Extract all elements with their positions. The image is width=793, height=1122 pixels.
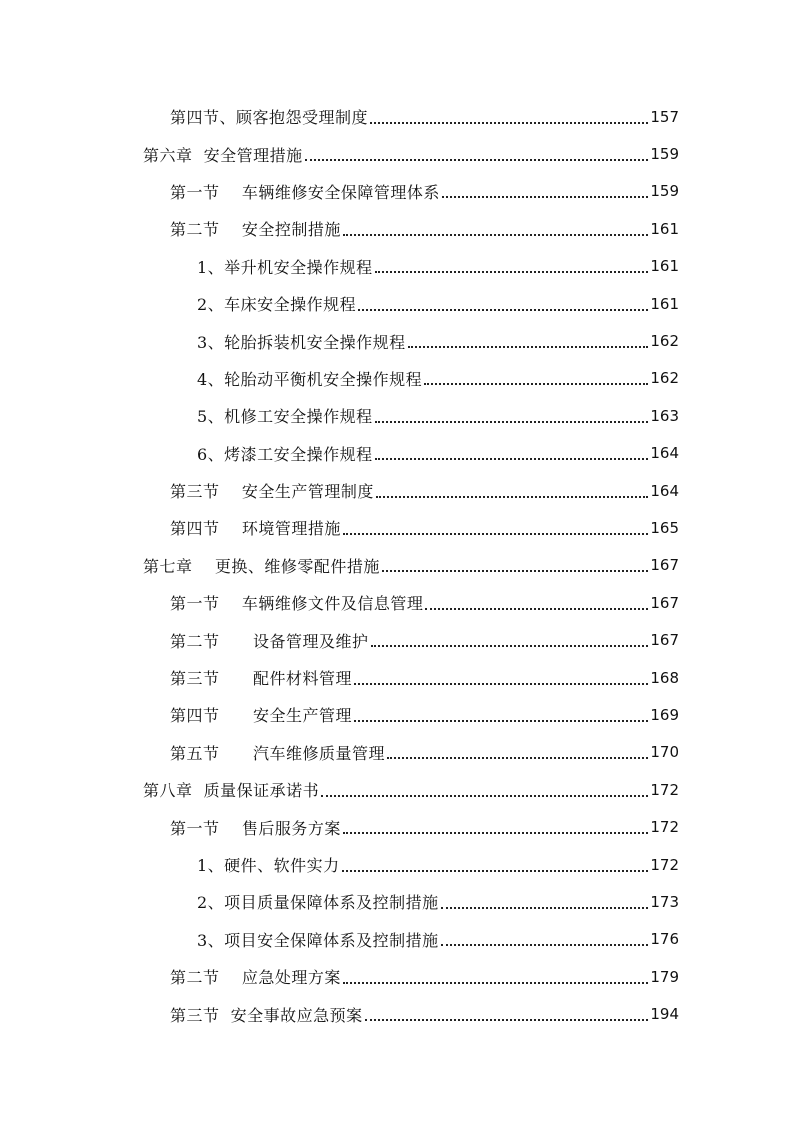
toc-entry-title: 5、机修工安全操作规程 [197,407,373,427]
toc-entry-page-number: 176 [650,930,679,949]
toc-entry[interactable] [197,846,679,883]
toc-entry-title: 第八章 质量保证承诺书 [143,781,320,801]
table-of-contents [0,98,793,1033]
toc-entry-title: 第一节 售后服务方案 [170,818,341,838]
dot-leader [343,517,649,535]
toc-entry-page-number: 172 [650,780,679,799]
toc-entry[interactable] [143,547,679,584]
toc-entry[interactable] [170,958,679,995]
toc-entry[interactable] [170,98,679,135]
toc-entry-title: 第三节 安全事故应急预案 [170,1005,363,1025]
dot-leader [354,704,648,722]
toc-entry[interactable] [197,248,679,285]
toc-entry[interactable] [170,584,679,621]
toc-entry-title: 第五节 汽车维修质量管理 [170,743,386,763]
toc-entry[interactable] [197,921,679,958]
toc-entry-title: 4、轮胎动平衡机安全操作规程 [197,369,423,389]
dot-leader [343,816,649,834]
toc-entry-title: 1、硬件、软件实力 [197,856,340,875]
toc-entry-page-number: 162 [650,369,679,388]
dot-leader [387,741,648,759]
dot-leader [424,367,648,385]
toc-entry-page-number: 161 [650,219,679,238]
toc-entry[interactable] [170,696,679,733]
dot-leader [375,255,649,273]
toc-entry-title: 第七章 更换、维修零配件措施 [143,556,380,576]
toc-entry[interactable] [170,808,679,845]
toc-entry-title: 第三节 配件材料管理 [170,669,353,689]
toc-entry-title: 3、项目安全保障体系及控制措施 [197,930,439,950]
toc-entry[interactable] [170,509,679,546]
toc-entry-title: 第六章 安全管理措施 [143,145,303,165]
toc-entry-page-number: 167 [650,593,679,612]
toc-entry[interactable] [197,883,679,920]
toc-entry-page-number: 167 [650,631,679,650]
toc-entry-title: 第二节 应急处理方案 [170,968,341,988]
toc-entry-title: 第二节 设备管理及维护 [170,631,369,651]
toc-entry-page-number: 169 [650,705,679,724]
toc-entry[interactable] [197,397,679,434]
toc-entry-title: 1、举升机安全操作规程 [197,257,373,277]
toc-entry-page-number: 164 [650,481,679,500]
toc-entry[interactable] [197,360,679,397]
toc-entry[interactable] [170,734,679,771]
toc-entry-page-number: 172 [650,818,679,837]
dot-leader [441,928,649,946]
toc-entry-title: 第四节 安全生产管理 [170,706,353,726]
toc-entry[interactable] [170,173,679,210]
dot-leader [375,405,649,423]
toc-entry-page-number: 164 [650,444,679,463]
toc-entry-page-number: 165 [650,518,679,537]
toc-entry-page-number: 161 [650,257,679,276]
toc-entry[interactable] [143,771,679,808]
dot-leader [408,330,649,348]
dot-leader [343,966,649,984]
toc-entry-title: 第一节 车辆维修文件及信息管理 [170,594,424,614]
dot-leader [425,592,648,610]
toc-entry[interactable] [170,621,679,658]
toc-entry-page-number: 163 [650,406,679,425]
toc-entry[interactable] [197,435,679,472]
dot-leader [375,442,649,460]
toc-entry-title: 第二节 安全控制措施 [170,220,341,240]
toc-entry[interactable] [197,285,679,322]
toc-entry-page-number: 179 [650,967,679,986]
toc-entry-title: 2、车床安全操作规程 [197,295,357,315]
toc-entry-page-number: 162 [650,332,679,351]
toc-entry-page-number: 161 [650,294,679,313]
toc-entry-title: 2、项目质量保障体系及控制措施 [197,893,439,913]
toc-entry-title: 第四节、顾客抱怨受理制度 [170,108,369,128]
toc-entry-title: 第四节 环境管理措施 [170,519,341,539]
toc-entry-page-number: 167 [650,556,679,575]
dot-leader [354,667,648,685]
toc-entry[interactable] [143,135,679,172]
dot-leader [358,293,648,311]
dot-leader [376,480,649,498]
dot-leader [365,1003,649,1021]
toc-entry-page-number: 159 [650,145,679,164]
toc-entry-title: 6、烤漆工安全操作规程 [197,444,373,464]
toc-entry-page-number: 159 [650,182,679,201]
dot-leader [342,854,649,872]
dot-leader [305,143,649,161]
dot-leader [441,891,649,909]
toc-entry[interactable] [170,472,679,509]
dot-leader [442,180,649,198]
toc-entry[interactable] [170,659,679,696]
toc-entry[interactable] [170,995,679,1032]
toc-entry-title: 3、轮胎拆装机安全操作规程 [197,332,406,352]
dot-leader [321,779,648,797]
toc-entry-title: 第三节 安全生产管理制度 [170,482,374,502]
toc-entry[interactable] [197,322,679,359]
toc-entry-page-number: 172 [650,855,679,874]
toc-entry-page-number: 157 [650,107,679,126]
toc-entry-page-number: 170 [650,743,679,762]
toc-entry-page-number: 173 [650,892,679,911]
toc-entry-title: 第一节 车辆维修安全保障管理体系 [170,182,440,202]
dot-leader [370,106,648,124]
toc-entry-page-number: 194 [650,1005,679,1024]
dot-leader [371,629,649,647]
toc-entry-page-number: 168 [650,668,679,687]
dot-leader [343,218,649,236]
toc-entry[interactable] [170,210,679,247]
dot-leader [382,554,649,572]
